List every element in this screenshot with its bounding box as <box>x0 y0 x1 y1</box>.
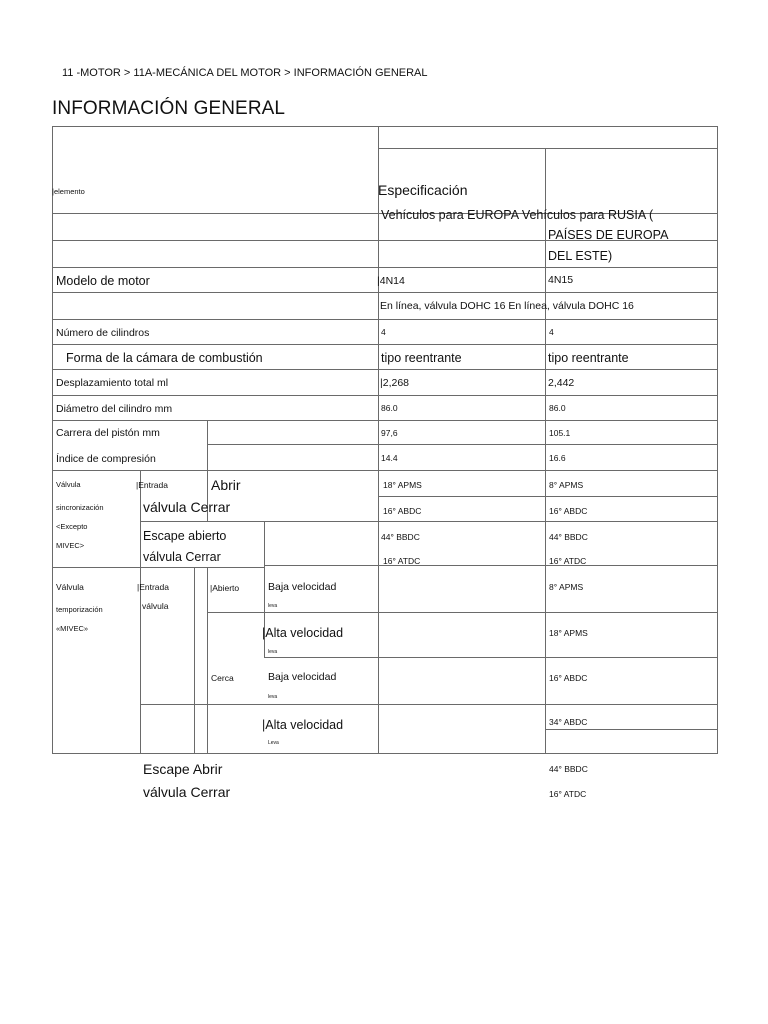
sync-mivec-label: MIVEC> <box>56 541 85 550</box>
row-carrera-v1: 97,6 <box>381 428 398 438</box>
sync-excepto-label: <Excepto <box>56 522 88 531</box>
sync-in-close-v2: 16° ABDC <box>549 506 588 516</box>
mivec-temporizacion-label: temporización <box>56 605 103 614</box>
row-camara-v2: tipo reentrante <box>548 351 629 365</box>
row-cilindros-label: Número de cilindros <box>56 327 150 339</box>
escape-open-value: 44° BBDC <box>549 764 588 774</box>
row-modelo-v2: 4N15 <box>548 274 574 286</box>
row-diametro-label: Diámetro del cilindro mm <box>56 403 173 415</box>
sync-ex-open-v2: 44° BBDC <box>549 532 588 542</box>
mivec-v-alta-abierto: 18° APMS <box>549 628 588 638</box>
sync-escape-cerrar-label: válvula Cerrar <box>143 550 221 564</box>
row-carrera-v2: 105.1 <box>549 428 571 438</box>
row-desplazamiento-label: Desplazamiento total ml <box>56 377 169 389</box>
row-desplazamiento-v2: 2,442 <box>548 377 575 389</box>
header-elemento: |elemento <box>52 187 85 196</box>
sync-ex-open-v1: 44° BBDC <box>381 532 420 542</box>
page-title: INFORMACIÓN GENERAL <box>52 98 286 119</box>
row-desplazamiento-v1: |2,268 <box>380 377 410 389</box>
row-tipo-v1: En línea, válvula DOHC 16 En línea, válvula DOHC 16 <box>380 300 634 312</box>
row-compresion-v2: 16.6 <box>549 453 566 463</box>
header-especificacion: Especificación <box>378 182 468 198</box>
mivec-valvula2-label: válvula <box>142 601 169 611</box>
row-diametro-v2: 86.0 <box>549 403 566 413</box>
mivec-leva4-label: Leva <box>268 740 279 746</box>
row-modelo-v1: |4N14 <box>377 275 405 287</box>
sync-ex-close-v2: 16° ATDC <box>549 556 587 566</box>
row-compresion-v1: 14.4 <box>381 453 398 463</box>
mivec-entrada-label: |Entrada <box>137 582 169 592</box>
sync-in-open-v2: 8° APMS <box>549 480 584 490</box>
header-paises-1: PAÍSES DE EUROPA <box>548 228 669 242</box>
mivec-mivec-label: «MIVEC» <box>56 624 89 633</box>
mivec-alta2-label: |Alta velocidad <box>262 718 344 732</box>
sync-abrir-label: Abrir <box>211 477 241 493</box>
mivec-baja1-label: Baja velocidad <box>268 581 337 593</box>
row-cilindros-v1: 4 <box>381 327 386 337</box>
sync-in-close-v1: 16° ABDC <box>383 506 422 516</box>
sync-in-open-v1: 18° APMS <box>383 480 422 490</box>
sync-valvula-label: Válvula <box>56 480 81 489</box>
escape-cerrar-label: válvula Cerrar <box>143 784 231 800</box>
mivec-v-alta-cerca: 34° ABDC <box>549 717 588 727</box>
mivec-valvula-label: Válvula <box>56 582 84 592</box>
escape-close-value: 16° ATDC <box>549 789 587 799</box>
row-modelo-label: Modelo de motor <box>56 274 150 288</box>
escape-abrir-label: Escape Abrir <box>143 761 223 777</box>
row-compresion-label: Índice de compresión <box>56 453 156 465</box>
sync-cerrar-label: válvula Cerrar <box>143 499 231 515</box>
mivec-v-baja-cerca: 16° ABDC <box>549 673 588 683</box>
row-diametro-v1: 86.0 <box>381 403 398 413</box>
header-vehiculos: Vehículos para EUROPA Vehículos para RUSIA ( <box>381 208 654 222</box>
mivec-leva2-label: leva <box>268 649 278 655</box>
row-camara-v1: tipo reentrante <box>381 351 462 365</box>
row-cilindros-v2: 4 <box>549 327 554 337</box>
row-carrera-label: Carrera del pistón mm <box>56 427 160 439</box>
row-camara-label: Forma de la cámara de combustión <box>66 351 263 365</box>
mivec-alta1-label: |Alta velocidad <box>262 626 344 640</box>
header-paises-2: DEL ESTE) <box>548 249 613 263</box>
sync-entrada-label: |Entrada <box>136 480 168 490</box>
mivec-leva3-label: leva <box>268 694 278 700</box>
mivec-cerca-label: Cerca <box>211 673 234 683</box>
mivec-leva1-label: leva <box>268 603 278 609</box>
sync-sincronizacion-label: sincronización <box>56 503 104 512</box>
sync-escape-abierto-label: Escape abierto <box>143 529 227 543</box>
sync-ex-close-v1: 16° ATDC <box>383 556 421 566</box>
breadcrumb: 11 -MOTOR > 11A-MECÁNICA DEL MOTOR > INFORMACIÓN GENERAL <box>62 67 428 79</box>
mivec-baja2-label: Baja velocidad <box>268 671 337 683</box>
mivec-abierto-label: |Abierto <box>210 583 240 593</box>
mivec-v-baja-abierto: 8° APMS <box>549 582 584 592</box>
